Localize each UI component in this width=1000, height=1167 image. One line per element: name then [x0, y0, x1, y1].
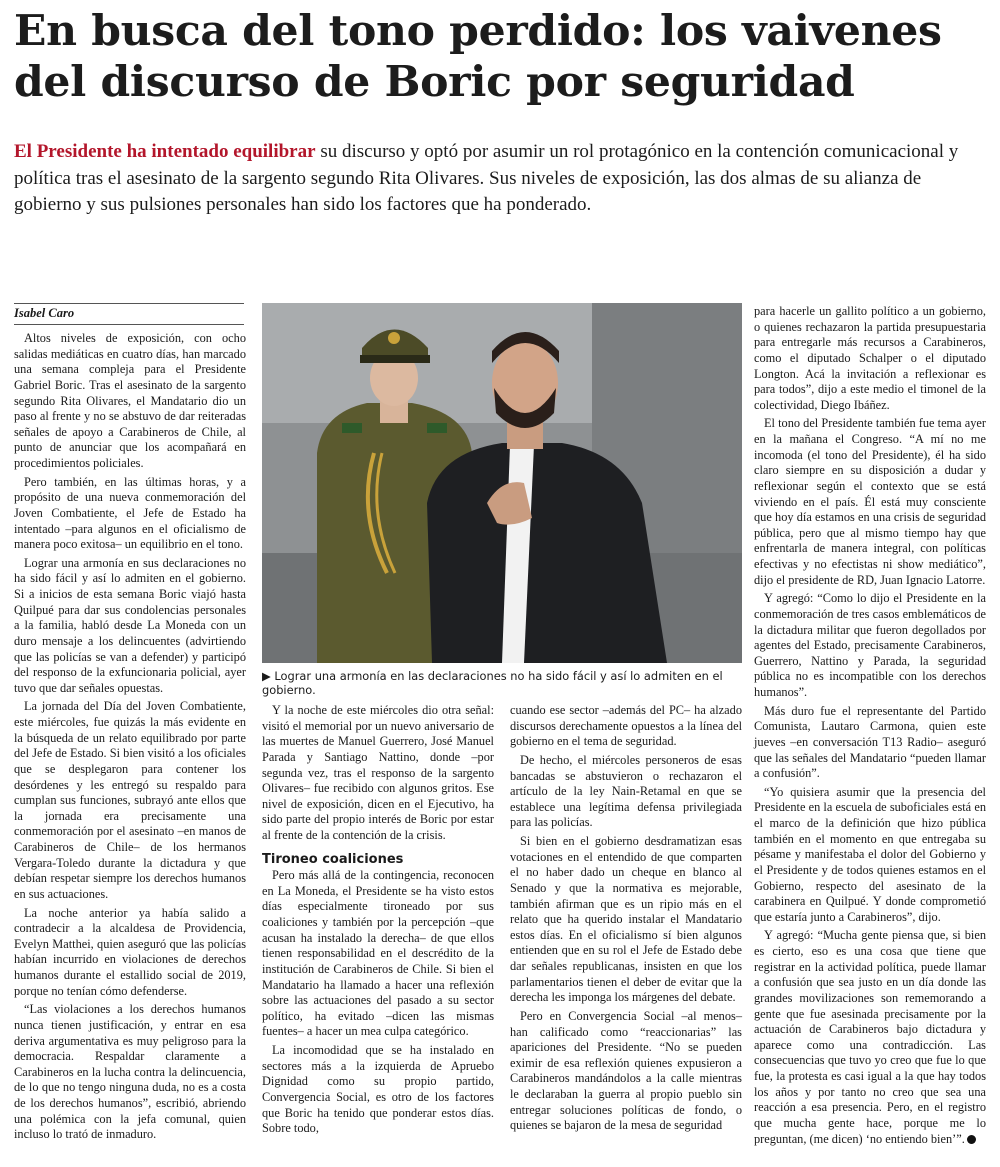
paragraph: cuando ese sector –además del PC– ha alzado discursos derechamente opuestos a la línea del gobierno en el tema de seguridad.	[510, 703, 742, 749]
article-photo	[262, 303, 742, 663]
paragraph: Y la noche de este miércoles dio otra señal: visitó el memorial por un nuevo aniversario de las muertes de Manuel Guerrero, José Manuel Parada y Santiago Nattino, donde –por segunda vez, tras el responso de la sargento Olivares– fue recibido con algunos gritos. Ese nivel de exposición, dicen en el Ejecutivo, ha sido parte del propio interés de Boric por estar al frente de la contención de la crisis.	[262, 703, 494, 842]
paragraph: La noche anterior ya había salido a contradecir a la alcaldesa de Providencia, Evelyn Matthei, quien aseguró que las policías habían incurrido en violaciones de derechos humanos durante el estallido social de 2019, porque no tenían cómo defenderse.	[14, 905, 246, 998]
column-4	[754, 304, 986, 1150]
paragraph-last	[754, 928, 986, 1147]
caption-text: Lograr una armonía en las declaraciones no ha sido fácil y así lo admiten en el gobierno.	[262, 669, 723, 697]
paragraph: De hecho, el miércoles personeros de esas bancadas se abstuvieron o rechazaron el artículo de la ley Nain-Retamal en que se establece una legítima defensa privilegiada para las policías.	[510, 752, 742, 830]
lead-paragraph	[14, 139, 984, 219]
byline: Isabel Caro	[14, 303, 244, 325]
paragraph: “Las violaciones a los derechos humanos nunca tienen justificación, y entrar en esa deriva argumentativa es muy peligroso para la democracia. Respaldar claramente a Carabineros en la lucha contra la delincuencia, de lo que no tengo ninguna duda, no es a costa de los derechos humanos”, escribió, abriendo una polémica con la jefa comunal, quien incluso lo trató de inmaduro.	[14, 1002, 246, 1142]
column-1	[14, 331, 246, 1146]
column-3	[510, 703, 742, 1137]
paragraph: La jornada del Día del Joven Combatiente, este miércoles, fue quizás la más evidente en la búsqueda de un relato equilibrado por parte del Jefe de Estado. Si bien visitó a los oficiales que se desplegaron para contener los desórdenes y les entregó su respaldo para cumplan sus funciones, subrayó ante ellos que la jornada era precisamente una conmemoración por el asesinato –en manos de Carabineros de Chile– de los hermanos Vergara-Toledo durante la dictadura y que debían respetar siempre los derechos humanos en sus actuaciones.	[14, 699, 246, 901]
paragraph: Más duro fue el representante del Partido Comunista, Lautaro Carmona, quien este jueves –en conversación T13 Radio– aseguró que las señales del Mandatario “pueden llamar a confusión”.	[754, 703, 986, 781]
lead-highlight: El Presidente ha intentado equilibrar	[14, 141, 316, 162]
paragraph: para hacerle un gallito político a un gobierno, o quienes rechazaron la partida presupuestaria para entregarle más recursos a Carabineros, como el diputado Schalper o el diputado Longton. Acá la invitación a reflexionar es para todos”, dijo a este medio el timonel de la colectividad, Diego Ibáñez.	[754, 304, 986, 412]
column-2	[262, 703, 494, 1140]
paragraph-text: Y agregó: “Mucha gente piensa que, si bien es cierto, eso es una cosa que tiene que registrar en la actividad política, puede llamar a confusión que sea justo en un día donde las grandes movilizaciones son rememorando a gente que fue asesinada precisamente por la actuación de Carabineros bajo dictadura y aparece como una contradicción. Las consecuencias que tuvo yo creo que fue lo que fue, la protesta es casi igual a la que hay todos los años y por tanto no creo que sea una reacción a esa presencia. Pero, en el registro que mucha gente hace, porque me lo preguntan, (me dicen) ‘no entiendo bien’”.	[754, 928, 986, 1146]
headline: En busca del tono perdido: los vaivenes del discurso de Boric por seguridad	[14, 6, 942, 107]
triangle-right-icon: ▶	[262, 669, 271, 683]
paragraph: Altos niveles de exposición, con ocho salidas mediáticas en cuatro días, han marcado una semana compleja para el Presidente Gabriel Boric. Tras el asesinato de la sargento segundo Rita Olivares, el Mandatario dio un paso al frente y no se abstuvo de dar reiteradas señales de apoyo a Carabineros de Chile, al punto de anunciar que los acompañará en procedimientos policiales.	[14, 331, 246, 470]
paragraph: Pero también, en las últimas horas, y a propósito de una nueva conmemoración del Joven Combatiente, el Jefe de Estado ha intentado –para algunos en el oficialismo de manera poco exitosa– un equilibrio en el tono.	[14, 474, 246, 552]
photo-caption	[262, 669, 742, 697]
paragraph: La incomodidad que se ha instalado en sectores más a la izquierda de Apruebo Dignidad como su propio partido, Convergencia Social, es otro de los factores que Boric ha tenido que ponderar estos días. Sobre todo,	[262, 1043, 494, 1136]
subheading: Tironeo coaliciones	[262, 851, 404, 867]
paragraph: “Yo quisiera asumir que la presencia del Presidente en la escuela de suboficiales está en el marco de la definición que hizo pública también en el momento en que entregaba su pésame y manifestaba el dolor del Gobierno y el Presidente y de todos quienes estamos en el Gobierno, respecto del asesinato de la carabinera en Quilpué. Y donde comprometió que estaría junto a Carabineros”, dijo.	[754, 784, 986, 924]
paragraph: El tono del Presidente también fue tema ayer en la mañana el Congreso. “A mí no me incomoda (el tono del Presidente), él ha sido claro siempre en su disposición a dudar y reflexionar según el contexto que se está viviendo en el país. Él está muy consciente que hoy día estamos en una crisis de seguridad pública, pero que al mismo tiempo hay que enfrentarla de manera integral, con políticas efectivas y no efectistas ni show mediático”, dijo el presidente de RD, Juan Ignacio Latorre.	[754, 416, 986, 587]
lead-text: su discurso y optó por asumir un rol protagónico en la contención comunicacional y política tras el asesinato de la sargento segundo Rita Olivares. Sus niveles de exposición, las dos almas de su alianza de gobierno y sus pulsiones personales han sido los factores que ha ponderado.	[14, 141, 959, 215]
paragraph: Pero más allá de la contingencia, reconocen en La Moneda, el Presidente se ha visto estos días especialmente tironeado por sus coaliciones y también por la percepción –que acusan ha instalado la derecha– de que ellos tienen responsabilidad en el descrédito de la institución de Carabineros de Chile. Si bien el Mandatario ha llamado a hacer una reflexión sobre las actuaciones del pasado a su sector político, ha evitado –dicen las mismas fuentes– a hacer un mea culpa categórico.	[262, 868, 494, 1039]
end-of-article-icon	[967, 1135, 976, 1144]
paragraph: Pero en Convergencia Social –al menos– han calificado como “reaccionarias” las apariciones del Presidente. “No se pueden eximir de esa reflexión quienes expusieron a Carabineros mandándolos a la calle mientras le declaraban la guerra al propio pueblo sin entregar soluciones políticas de fondo, o quienes se bajaron de la mesa de seguridad	[510, 1008, 742, 1133]
paragraph: Lograr una armonía en sus declaraciones no ha sido fácil y así lo admiten en el gobierno. Si a inicios de esta semana Boric viajó hasta Quilpué para dar sus condolencias personales a la familia, habló desde La Moneda con un duro mensaje a los delincuentes (advirtiendo que las policías se van a defender) y participó del responso de la exfuncionaria policial, ayer tuvo que dar señales opuestas.	[14, 555, 246, 695]
paragraph: Si bien en el gobierno desdramatizan esas votaciones en el entendido de que comparten el no haber dado un cheque en blanco al Senado y que la normativa es mejorable, también afirman que es un ripio más en el relato que ha querido instalar el Mandatario estos días. En el oficialismo sí bien algunos entienden que en su rol el Jefe de Estado debe dar señales republicanas, insisten en que los parlamentarios tienen el deber de evitar que la derecha les imponga los márgenes del debate.	[510, 834, 742, 1005]
paragraph: Y agregó: “Como lo dijo el Presidente en la conmemoración de tres casos emblemáticos de la dictadura militar que fueron degollados por agentes del Estado, precisamente Carabineros, Guerrero, Nattino y Parada, la seguridad pública no es incompatible con los derechos humanos”.	[754, 591, 986, 699]
photo-illustration	[262, 303, 742, 663]
